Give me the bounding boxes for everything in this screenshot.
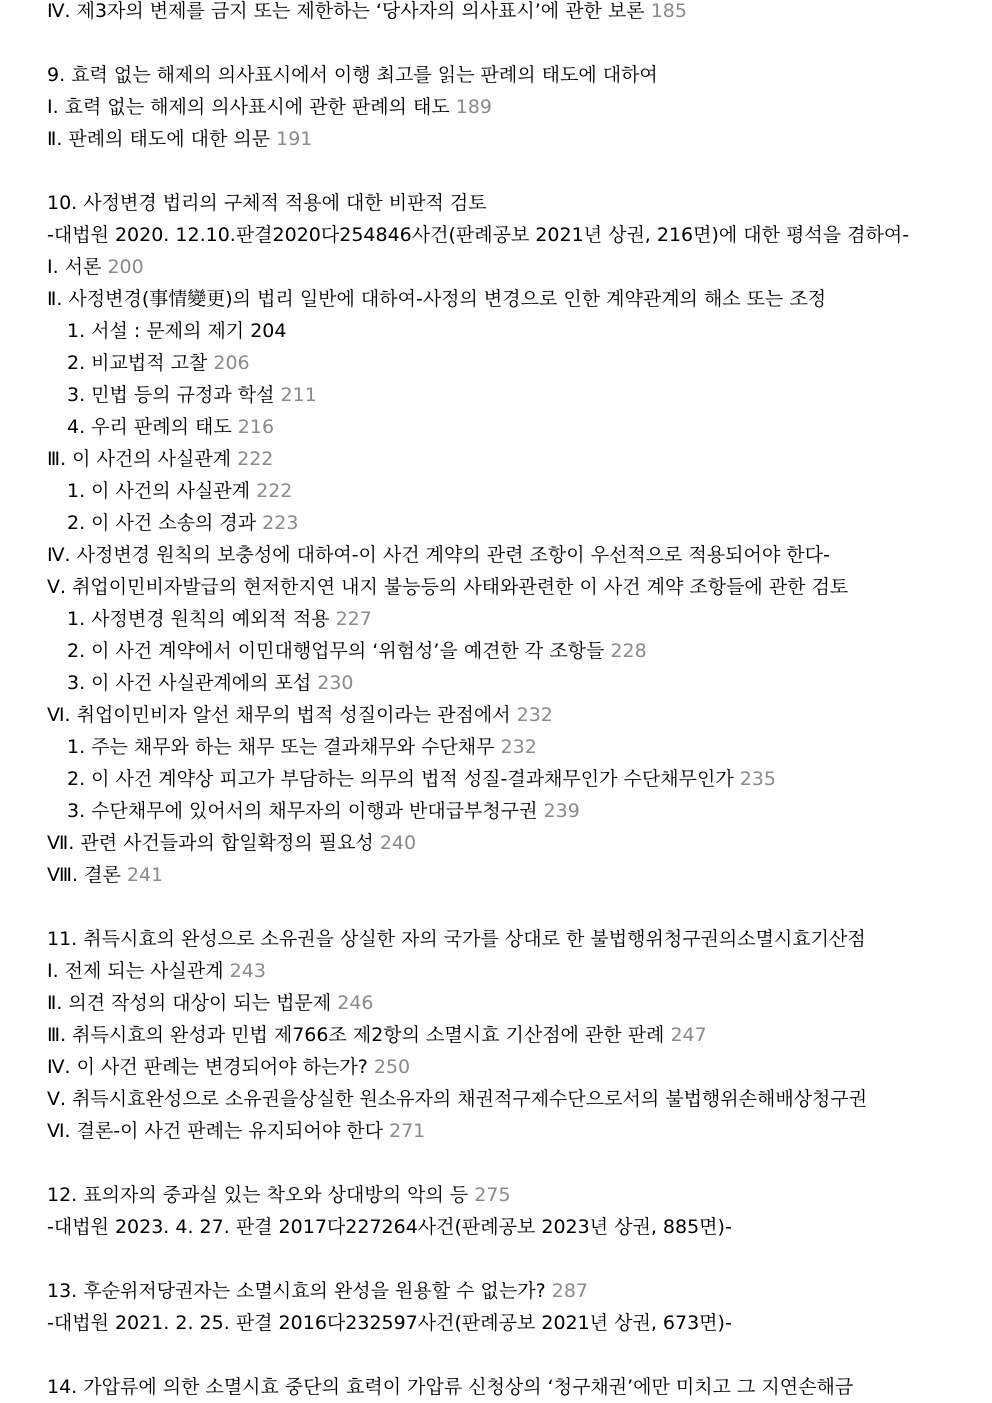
page-number: 189 xyxy=(449,96,492,118)
toc-entry-title: 2. 이 사건 계약에서 이민대행업무의 ‘위험성’을 예견한 각 조항들 xyxy=(67,640,605,662)
page-number: 228 xyxy=(604,640,647,662)
page-number: 235 xyxy=(733,768,776,790)
toc-entry-title: Ⅲ. 취득시효의 완성과 민법 제766조 제2항의 소멸시효 기산점에 관한 판례 xyxy=(47,1024,665,1046)
page-number: 241 xyxy=(120,864,164,886)
page-number: 206 xyxy=(207,352,250,374)
toc-entry xyxy=(67,670,354,696)
page-number: 240 xyxy=(373,832,417,854)
toc-entry-title: Ⅴ. 취업이민비자발급의 현저한지연 내지 불능등의 사태와관련한 이 사건 계약 조항들에 관한 검토 xyxy=(47,576,849,598)
toc-entry-title: 1. 서설 : 문제의 제기 204 xyxy=(67,320,287,342)
toc-entry xyxy=(47,94,492,120)
toc-entry xyxy=(67,510,298,536)
toc-entry-title: 4. 우리 판례의 태도 xyxy=(67,416,232,438)
toc-entry-title: Ⅳ. 제3자의 변제를 금지 또는 제한하는 ‘당사자의 의사표시’에 관한 보론 xyxy=(47,0,645,22)
toc-entry xyxy=(67,638,647,664)
toc-entry-title: Ⅳ. 사정변경 원칙의 보충성에 대하여-이 사건 계약의 관련 조항이 우선적으로 적용되어야 한다- xyxy=(47,544,830,566)
toc-entry-title: Ⅰ. 효력 없는 해제의 의사표시에 관한 판례의 태도 xyxy=(47,96,450,118)
page-number: 223 xyxy=(256,512,299,534)
toc-entry-title: 3. 민법 등의 규정과 학설 xyxy=(67,384,275,406)
toc-entry xyxy=(67,606,372,632)
page-number: 239 xyxy=(537,800,580,822)
toc-entry-title: Ⅳ. 이 사건 판례는 변경되어야 하는가? xyxy=(47,1056,368,1078)
toc-entry-title: Ⅵ. 취업이민비자 알선 채무의 법적 성질이라는 관점에서 xyxy=(47,704,511,726)
toc-entry xyxy=(47,702,553,728)
toc-entry-title: 2. 비교법적 고찰 xyxy=(67,352,208,374)
toc-entry xyxy=(47,1118,425,1144)
toc-entry xyxy=(67,350,250,376)
toc-entry xyxy=(47,1054,410,1080)
toc-entry-title: 1. 이 사건의 사실관계 xyxy=(67,480,251,502)
toc-entry-title: 1. 사정변경 원칙의 예외적 적용 xyxy=(67,608,330,630)
toc-entry xyxy=(47,446,273,472)
page-number: 185 xyxy=(644,0,687,22)
toc-entry xyxy=(47,926,866,952)
toc-entry-title: 2. 이 사건 소송의 경과 xyxy=(67,512,257,534)
page-number: 230 xyxy=(311,672,354,694)
toc-entry xyxy=(47,286,826,312)
page-number: 275 xyxy=(468,1184,511,1206)
toc-entry-title: 3. 이 사건 사실관계에의 포섭 xyxy=(67,672,312,694)
toc-entry xyxy=(47,126,312,152)
page-number: 287 xyxy=(545,1280,588,1302)
page-number: 247 xyxy=(664,1024,707,1046)
toc-entry-title: Ⅰ. 서론 xyxy=(47,256,102,278)
toc-entry xyxy=(47,0,687,24)
page-number: 211 xyxy=(274,384,317,406)
toc-entry-title: Ⅴ. 취득시효완성으로 소유권을상실한 원소유자의 채권적구제수단으로서의 불법행위손해배상청구권 xyxy=(47,1088,868,1110)
toc-entry xyxy=(47,990,374,1016)
toc-entry xyxy=(67,478,292,504)
toc-entry-title: 13. 후순위저당권자는 소멸시효의 완성을 원용할 수 없는가? xyxy=(47,1280,546,1302)
toc-entry xyxy=(47,190,487,216)
toc-entry-title: Ⅵ. 결론-이 사건 판례는 유지되어야 한다 xyxy=(47,1120,383,1142)
page-number: 222 xyxy=(231,448,274,470)
page-number: 227 xyxy=(329,608,372,630)
toc-entry xyxy=(47,958,266,984)
page-number: 222 xyxy=(250,480,293,502)
toc-entry-title: 3. 수단채무에 있어서의 채무자의 이행과 반대급부청구권 xyxy=(67,800,538,822)
page-number: 232 xyxy=(494,736,537,758)
toc-entry xyxy=(67,798,580,824)
toc-entry-title: Ⅱ. 의견 작성의 대상이 되는 법문제 xyxy=(47,992,332,1014)
toc-entry-title: -대법원 2021. 2. 25. 판결 2016다232597사건(판례공보 2021년 상권, 673면)- xyxy=(47,1312,732,1334)
toc-entry-title: 10. 사정변경 법리의 구체적 적용에 대한 비판적 검토 xyxy=(47,192,487,214)
page-number: 232 xyxy=(510,704,553,726)
page-number: 243 xyxy=(223,960,266,982)
toc-entry xyxy=(47,862,163,888)
toc-entry xyxy=(47,1022,707,1048)
toc-entry-title: Ⅱ. 사정변경(事情變更)의 법리 일반에 대하여-사정의 변경으로 인한 계약관계의 해소 또는 조정 xyxy=(47,288,827,310)
toc-entry-title: 2. 이 사건 계약상 피고가 부담하는 의무의 법적 성질-결과채무인가 수단채무인가 xyxy=(67,768,734,790)
toc-entry xyxy=(47,574,848,600)
page-number: 250 xyxy=(367,1056,411,1078)
toc-entry-title: Ⅲ. 이 사건의 사실관계 xyxy=(47,448,232,470)
toc-entry xyxy=(67,766,776,792)
toc-entry-title: -대법원 2023. 4. 27. 판결 2017다227264사건(판례공보 2023년 상권, 885면)- xyxy=(47,1216,732,1238)
toc-entry xyxy=(67,414,274,440)
toc-entry xyxy=(47,254,144,280)
toc-entry xyxy=(47,1182,511,1208)
toc-entry xyxy=(47,1086,867,1112)
toc-entry xyxy=(47,830,416,856)
toc-entry xyxy=(47,1214,732,1240)
toc-entry-title: Ⅷ. 결론 xyxy=(47,864,121,886)
toc-entry xyxy=(67,382,317,408)
toc-entry-title: Ⅰ. 전제 되는 사실관계 xyxy=(47,960,224,982)
toc-entry xyxy=(47,62,658,88)
toc-entry xyxy=(47,1310,732,1336)
page-number: 271 xyxy=(382,1120,426,1142)
toc-entry-title: -대법원 2020. 12.10.판결2020다254846사건(판례공보 2021년 상권, 216면)에 대한 평석을 겸하여- xyxy=(47,224,910,246)
toc-entry xyxy=(67,318,286,344)
page-number: 200 xyxy=(101,256,144,278)
toc-entry-title: 11. 취득시효의 완성으로 소유권을 상실한 자의 국가를 상대로 한 불법행위청구권의소멸시효기산점 xyxy=(47,928,866,950)
toc-entry-title: 9. 효력 없는 해제의 의사표시에서 이행 최고를 읽는 판례의 태도에 대하여 xyxy=(47,64,658,86)
page-number: 246 xyxy=(331,992,374,1014)
toc-entry-title: Ⅱ. 판례의 태도에 대한 의문 xyxy=(47,128,271,150)
page-number: 191 xyxy=(270,128,313,150)
toc-entry-title: Ⅶ. 관련 사건들과의 합일확정의 필요성 xyxy=(47,832,374,854)
toc-entry xyxy=(47,542,830,568)
toc-entry-title: 12. 표의자의 중과실 있는 착오와 상대방의 악의 등 xyxy=(47,1184,469,1206)
toc-entry-title: 14. 가압류에 의한 소멸시효 중단의 효력이 가압류 신청상의 ‘청구채권’에만 미치고 그 지연손해금 xyxy=(47,1376,854,1398)
toc-entry xyxy=(67,734,537,760)
toc-entry xyxy=(47,1278,588,1304)
toc-entry xyxy=(47,222,909,248)
toc-entry-title: 1. 주는 채무와 하는 채무 또는 결과채무와 수단채무 xyxy=(67,736,495,758)
page-number: 216 xyxy=(231,416,275,438)
toc-entry xyxy=(47,1374,853,1400)
